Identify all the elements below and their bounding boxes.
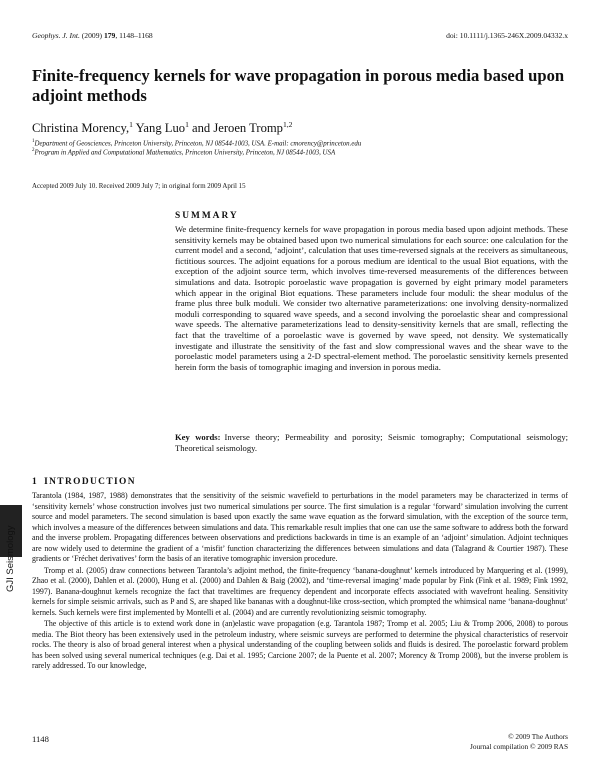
section-heading xyxy=(32,477,136,487)
affiliation-mark: 2 xyxy=(32,148,35,153)
section-title: INTRODUCTION xyxy=(44,477,136,487)
body-paragraph: The objective of this article is to extend work done in (an)elastic wave propagation (e.g. Tarantola 1987; Tromp et al. 2005; Liu & Tromp 2006, 2008) to porous media. The Biot theory has been extensively used in the petroleum industry, where seismic surveys are performed to determine the physical characteristics of reservoir rocks. The theory is also of broad general interest when a physical understanding of the coupling between solids and fluids is desired. The poroelastic forward problem has been solved using several numerical techniques (e.g. Dai et al. 1995; Carcione 2007; de la Puente et al. 2007; Morency & Tromp 2008), but the inverse problem is rarely addressed. To our knowledge, xyxy=(32,619,568,670)
copyright-notice: © 2009 The Authors xyxy=(508,732,568,741)
author-affil-mark: 1 xyxy=(185,120,189,129)
affiliation-mark: 1 xyxy=(32,139,35,144)
affiliation-text: Program in Applied and Computational Mathematics, Princeton University, Princeton, NJ 08544-1003, USA xyxy=(34,149,336,157)
received-accepted-dates: Accepted 2009 July 10. Received 2009 July 7; in original form 2009 April 15 xyxy=(32,183,246,190)
author-affil-mark: 1,2 xyxy=(282,120,293,129)
author-name: Yang Luo xyxy=(132,121,186,136)
page-number: 1148 xyxy=(32,734,49,744)
running-header-citation xyxy=(32,31,153,40)
section-side-label: GJI Seismology xyxy=(5,525,16,592)
affiliation xyxy=(32,148,335,156)
journal-year: (2009) xyxy=(81,31,103,40)
author-list xyxy=(32,120,292,136)
author-name: Christina Morency, xyxy=(32,121,130,136)
journal-volume: 179 xyxy=(103,31,116,40)
body-paragraph: Tarantola (1984, 1987, 1988) demonstrates that the sensitivity of the seismic wavefield to perturbations in the model parameters may be characterized in terms of ‘sensitivity kernels’ whose construction involves just two numerical simulations per source. The first simulation is a regular ‘forward’ simulation involving the current source and model parameters. The second simulation is based upon exactly the same wave equation as the forward simulation, with the exception of the source term, which involves a measure of the differences between simulations and data. This remarkable result implies that one can use the same software to address both the forward and the inverse problem. Propagating differences between observations and predictions backwards in time is an example of an ‘adjoint’ simulation. Adjoint techniques are now widely used to determine the gradient of a ‘misfit’ function characterizing the differences between simulations and data (Talagrand & Courtier 1987). These gradients or ‘Fréchet derivatives’ form the basis of an iterative tomographic inversion procedure. xyxy=(32,491,568,563)
author-affil-mark: 1 xyxy=(129,120,133,129)
journal-name: Geophys. J. Int. xyxy=(32,31,80,40)
affiliation xyxy=(32,139,361,147)
paper-title: Finite-frequency kernels for wave propagation in porous media based upon adjoint methods xyxy=(32,66,565,105)
body-paragraph: Tromp et al. (2005) draw connections between Tarantola’s adjoint method, the finite-frequency ‘banana-doughnut’ kernels introduced by Marquering et al. (1999), Zhao et al. (2000), Dahlen et al. (2000), Hung et al. (2000) and Dahlen & Baig (2002), and ‘time-reversal imaging’ made popular by Fink (Fink et al. 1989; Fink 1992, 1997). Banana-doughnut kernels recognize the fact that traveltimes are frequency dependent and incorporate effects associated with wavefront healing. Sensitivity kernels for simple seismic arrivals, such as P and S, are shaped like bananas with a doughnut-like cross-section, which prompted the whimsical name ‘banana-doughnut’ kernels. Such kernels were first implemented by Montelli et al. (2004) and are currently revolutionizing seismic tomography. xyxy=(32,565,568,617)
keywords xyxy=(175,432,568,453)
affiliation-text: Department of Geosciences, Princeton University, Princeton, NJ 08544-1003, USA. E-mail: cmorency@princeton.edu xyxy=(34,140,362,148)
journal-pages: , 1148–1168 xyxy=(115,31,153,40)
doi: doi: 10.1111/j.1365-246X.2009.04332.x xyxy=(446,31,568,40)
keywords-label: Key words: xyxy=(175,432,221,442)
author-name: and Jeroen Tromp xyxy=(188,121,283,136)
section-number: 1 xyxy=(32,477,39,487)
body-text xyxy=(32,491,568,673)
journal-compilation-notice: Journal compilation © 2009 RAS xyxy=(470,742,568,751)
keywords-text: Inverse theory; Permeability and porosity; Seismic tomography; Computational seismology; Theoretical seismology. xyxy=(175,432,569,453)
summary-abstract: We determine finite-frequency kernels for wave propagation in porous media based upon adjoint methods. These sensitivity kernels may be obtained based upon two numerical simulations for each source: one calculation for the current model and a second, ‘adjoint’, calculation that uses time-reversed signals at the receivers as simultaneous, fictitious sources. The adjoint equations for a porous medium are identical to the usual Biot equations, with the exception of the adjoint source term, which involves time-reversed measurements of the differences between simulations and data. Isotropic poroelastic wave propagation is governed by eight primary model parameters which appear in the original Biot equations. These parameters include four moduli: the shear modulus of the frame plus three bulk moduli. We consider two alternative parameterizations: one involving density-normalized moduli corresponding to squared wave speeds, and a second involving the poroelastic shear and compressional wave speeds. The alternative parameterizations lead to density-sensitivity kernels that are small, reflecting the fact that the traveltime of a poroelastic wave is governed by wave speed, not density. We systematically investigate and illustrate the sensitivity of the fast and slow compressional waves and the shear wave to the poroelastic model parameters using a 2-D spectral-element method. The poroelastic sensitivity kernels presented herein form the basis of tomographic imaging and inversion in porous media. xyxy=(175,224,568,372)
summary-heading: SUMMARY xyxy=(175,211,239,221)
